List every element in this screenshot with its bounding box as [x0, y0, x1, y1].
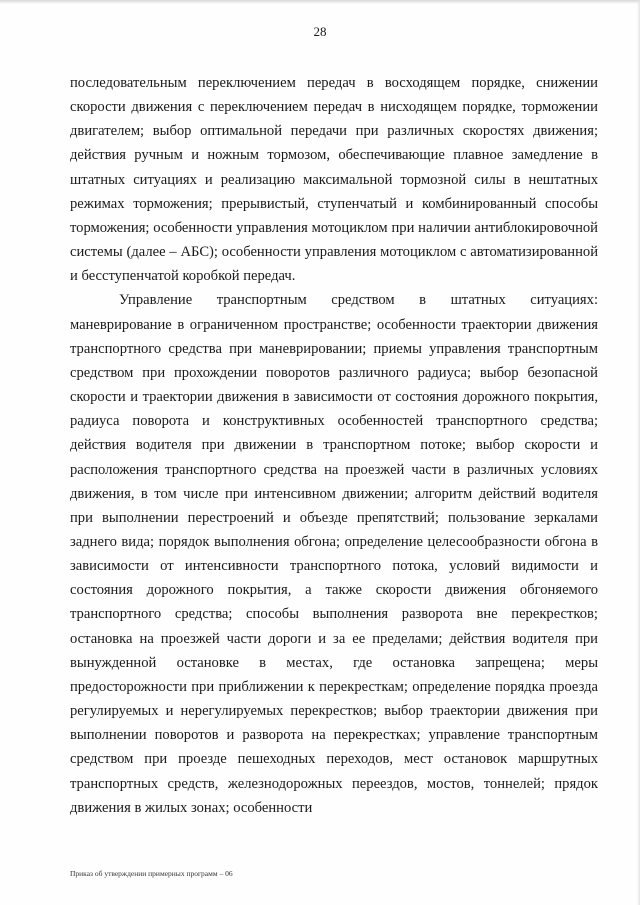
paragraph-traffic-control: Управление транспортным средством в штатных ситуациях: маневрирование в ограниченном пространстве; особенности траектории движения транспортного средства при маневрировании; приемы управления транспортным средством при прохождении поворотов различного радиуса; выбор безопасной скорости и траектории движения в зависимости от состояния дорожного покрытия, радиуса поворота и конструктивных особенностей транспортного средства; действия водителя при движении в транспортном потоке; выбор скорости и расположения транспортного средства на проезжей части в различных условиях движения, в том числе при интенсивном движении; алгоритм действий водителя при выполнении перестроений и объезде препятствий; пользование зеркалами заднего вида; порядок выполнения обгона; определение целесообразности обгона в зависимости от интенсивности транспортного потока, условий видимости и состояния дорожного покрытия, а также скорости движения обгоняемого транспортного средства; способы выполнения разворота вне перекрестков; остановка на проезжей части дороги и за ее пределами; действия водителя при вынужденной остановке в местах, где остановка запрещена; меры предосторожности при приближении к перекресткам; определение порядка проезда регулируемых и нерегулируемых перекрестков; выбор траектории движения при выполнении поворотов и разворота на перекрестках; управление транспортным средством при проезде пешеходных переходов, мест остановок маршрутных транспортных средств, железнодорожных переездов, мостов, тоннелей; прядок движения в жилых зонах; особенности: [70, 292, 598, 816]
page-footer: Приказ об утверждении примерных программ – 06: [70, 869, 233, 878]
page-number: 28: [313, 24, 327, 39]
body-text: [70, 71, 598, 820]
paragraph-continuation: последовательным переключением передач в восходящем порядке, снижении скорости движения с переключением передач в нисходящем порядке, торможении двигателем; выбор оптимальной передачи при различных скоростях движения; действия ручным и ножным тормозом, обеспечивающие плавное замедление в штатных ситуациях и реализацию максимальной тормозной силы в нештатных режимах торможения; прерывистый, ступенчатый и комбинированный способы торможения; особенности управления мотоциклом при наличии антиблокировочной системы (далее – АБС); особенности управления мотоциклом с автоматизированной и бесступенчатой коробкой передач.: [70, 75, 598, 285]
scan-edge-top: [0, 0, 640, 4]
